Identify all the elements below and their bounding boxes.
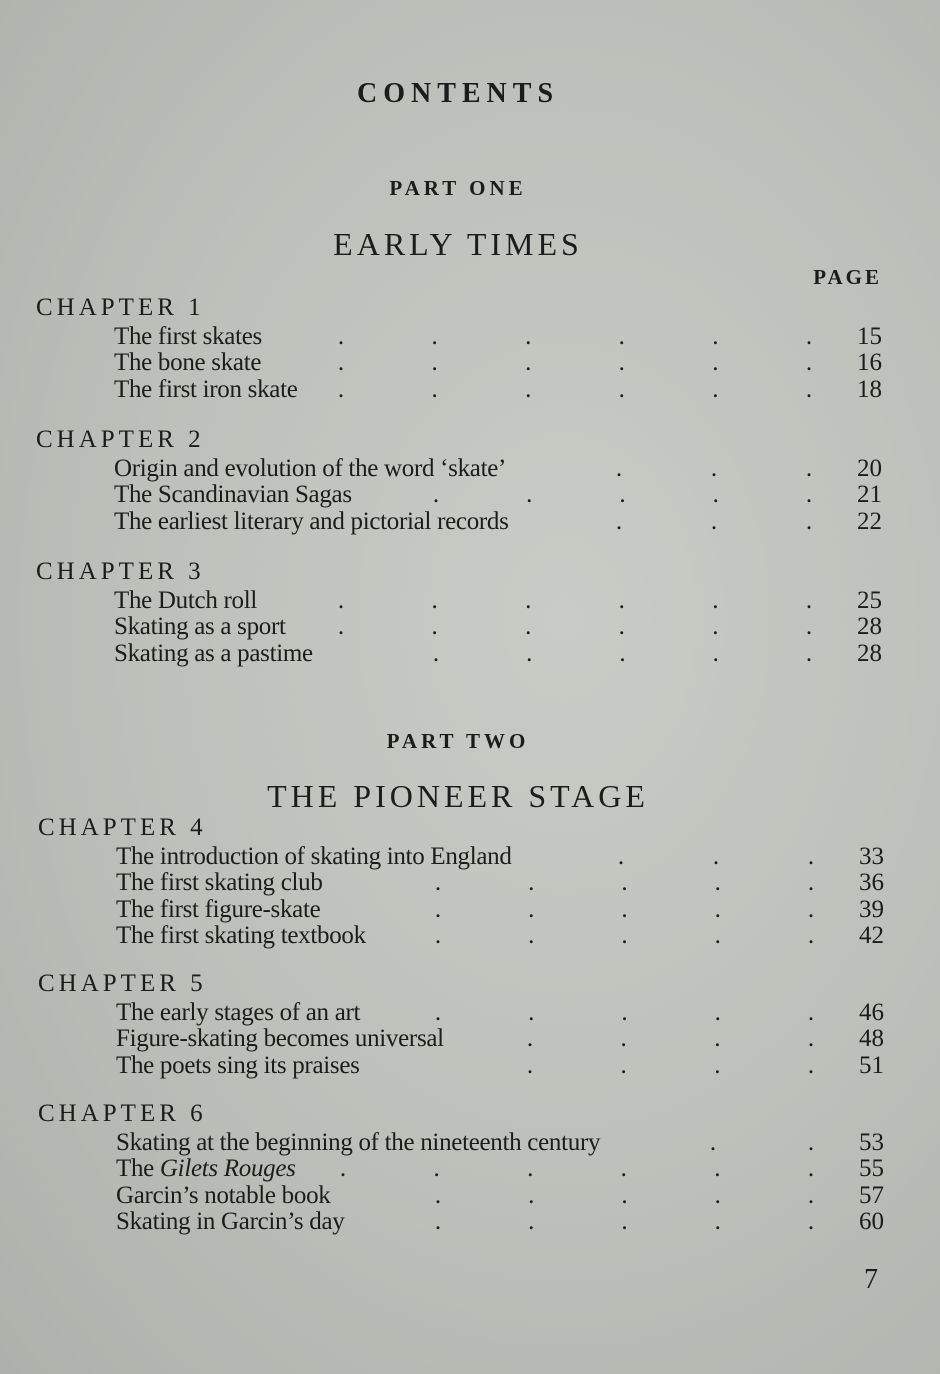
toc-entry <box>36 588 886 614</box>
toc-entry <box>38 870 888 896</box>
entry-page: 25 <box>857 587 882 614</box>
entry-title <box>116 1156 296 1182</box>
chapter-label: CHAPTER 4 <box>38 814 207 841</box>
entry-title: Skating at the beginning of the nineteenth century <box>116 1129 601 1156</box>
chapter-2 <box>36 424 886 535</box>
entry-title: The Dutch roll <box>114 587 257 614</box>
dot-leaders: . . . <box>617 843 815 870</box>
dot-leaders: . . . . . . <box>337 349 813 377</box>
entry-title: Skating in Garcin’s day <box>116 1207 345 1235</box>
dot-leaders: . . . <box>615 507 813 535</box>
entry-page: 42 <box>859 921 884 949</box>
entry-title: Figure-skating becomes universal <box>116 1025 444 1053</box>
toc-entry <box>38 1000 888 1026</box>
toc-entry <box>38 1130 888 1156</box>
toc-entry <box>36 456 886 482</box>
entry-title: Garcin’s notable book <box>116 1181 331 1209</box>
chapter-6 <box>38 1098 888 1235</box>
chapter-4 <box>38 812 888 949</box>
chapter-label: CHAPTER 2 <box>36 426 205 453</box>
part-one-title: EARLY TIMES <box>333 226 583 262</box>
dot-leaders: . . . <box>615 455 813 482</box>
entry-title: The first skates <box>114 323 262 350</box>
entry-title: The earliest literary and pictorial records <box>114 507 509 535</box>
entry-title: The first skating club <box>116 869 323 897</box>
entry-title-italic: Gilets Rouges <box>159 1155 296 1183</box>
dot-leaders: . . . . . <box>434 1181 815 1209</box>
toc-entry <box>36 614 886 640</box>
chapter-5 <box>38 968 888 1079</box>
entry-title: The first iron skate <box>114 375 298 403</box>
entry-title: Skating as a pastime <box>114 639 313 667</box>
entry-page: 33 <box>859 843 884 870</box>
toc-entry <box>36 509 886 535</box>
toc-entry <box>38 1026 888 1052</box>
toc-entry <box>38 1183 888 1209</box>
entry-page: 51 <box>859 1051 884 1079</box>
entry-page: 46 <box>859 999 884 1026</box>
toc-entry <box>38 923 888 949</box>
entry-title-prefix: The <box>116 1155 160 1183</box>
toc-entry <box>36 482 886 508</box>
page-column-label: PAGE <box>813 265 882 289</box>
chapter-label: CHAPTER 5 <box>38 970 207 997</box>
entry-page: 21 <box>857 481 882 509</box>
chapter-label: CHAPTER 3 <box>36 558 205 585</box>
entry-page: 57 <box>859 1181 884 1209</box>
dot-leaders: . . . . . <box>434 869 815 897</box>
toc-entry <box>38 1053 888 1079</box>
part-two-title: THE PIONEER STAGE <box>267 778 649 814</box>
entry-page: 39 <box>859 895 884 923</box>
entry-title: The poets sing its praises <box>116 1051 360 1079</box>
dot-leaders: . . . . . <box>432 639 813 667</box>
toc-entry <box>36 641 886 667</box>
entry-page: 20 <box>857 455 882 482</box>
toc-entry <box>36 324 886 350</box>
dot-leaders: . . . . . . <box>337 587 813 614</box>
dot-leaders: . . . . . <box>434 921 815 949</box>
part-one-label: PART ONE <box>389 176 527 200</box>
chapter-label: CHAPTER 6 <box>38 1100 207 1127</box>
toc-entry <box>36 350 886 376</box>
dot-leaders: . . . . . . <box>337 613 813 641</box>
entry-title: The first skating textbook <box>116 921 366 949</box>
dot-leaders: . . . . . <box>434 999 815 1026</box>
dot-leaders: . . . . <box>526 1051 815 1079</box>
entry-page: 36 <box>859 869 884 897</box>
entry-page: 28 <box>857 613 882 641</box>
entry-page: 28 <box>857 639 882 667</box>
entry-title: The early stages of an art <box>116 999 361 1026</box>
entry-page: 60 <box>859 1207 884 1235</box>
entry-page: 22 <box>857 507 882 535</box>
entry-title: Skating as a sport <box>114 613 286 641</box>
dot-leaders: . . . . . <box>434 1207 815 1235</box>
page-title: CONTENTS <box>356 78 560 109</box>
entry-page: 48 <box>859 1025 884 1053</box>
entry-title: Origin and evolution of the word ‘skate’ <box>114 455 507 482</box>
toc-entry <box>38 844 888 870</box>
chapter-1 <box>36 292 886 403</box>
entry-title: The bone skate <box>114 349 262 377</box>
dot-leaders: . . . . . <box>434 895 815 923</box>
chapter-3 <box>36 556 886 667</box>
toc-entry <box>36 377 886 403</box>
entry-page: 15 <box>857 323 882 350</box>
dot-leaders: . . . . . . <box>339 1155 815 1183</box>
dot-leaders: . . . . . <box>432 481 813 509</box>
dot-leaders: . . . . . . <box>337 375 813 403</box>
toc-entry <box>38 897 888 923</box>
part-two-label: PART TWO <box>386 729 530 753</box>
entry-title: The introduction of skating into England <box>116 843 512 870</box>
dot-leaders: . . . . <box>526 1025 815 1053</box>
entry-title: The first figure-skate <box>116 895 321 923</box>
entry-page: 55 <box>859 1155 884 1183</box>
dot-leaders: . . . . . . <box>337 323 813 350</box>
entry-page: 18 <box>857 375 882 403</box>
dot-leaders: . . <box>709 1129 815 1156</box>
entry-page: 53 <box>859 1129 884 1156</box>
entry-title: The Scandinavian Sagas <box>114 481 352 509</box>
toc-entry <box>38 1156 888 1182</box>
page-number: 7 <box>864 1264 878 1295</box>
entry-page: 16 <box>857 349 882 377</box>
toc-entry <box>38 1209 888 1235</box>
chapter-label: CHAPTER 1 <box>36 294 205 321</box>
